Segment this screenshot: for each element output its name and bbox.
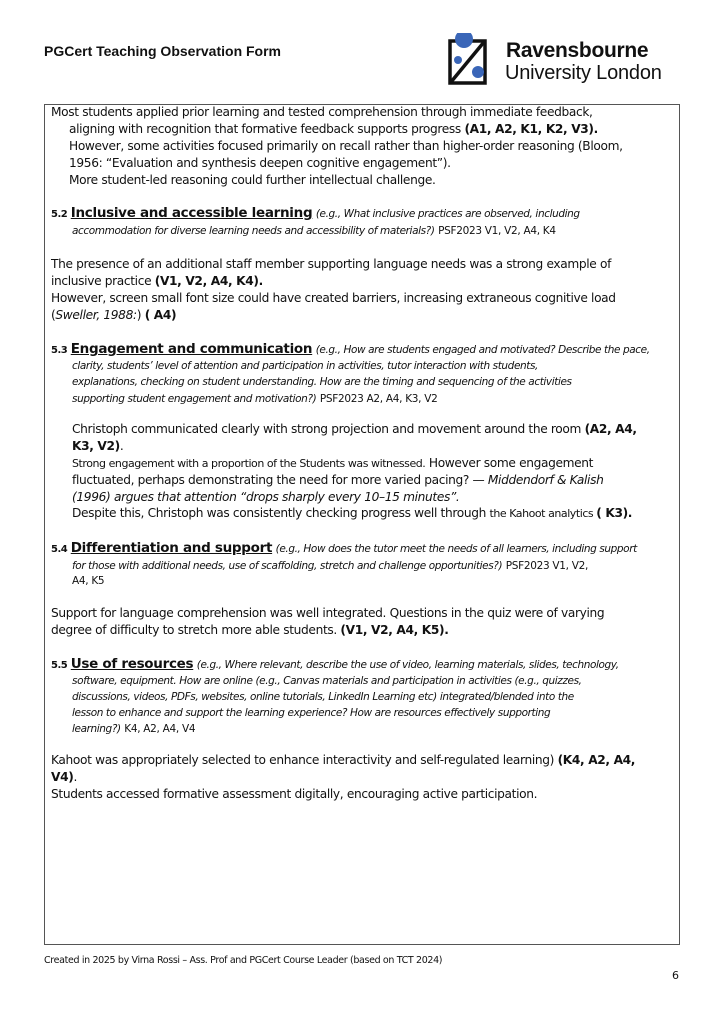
body-line	[72, 472, 603, 489]
intro-text: aligning with recognition that formative feedback supports progress	[69, 122, 465, 136]
body-line: The presence of an additional staff member supporting language needs was a strong example of	[51, 257, 612, 271]
section-prompt: (e.g., Where relevant, describe the use of video, learning materials, slides, technology,	[196, 659, 619, 671]
body-text: .	[119, 439, 124, 453]
intro-line: Most students applied prior learning and tested comprehension through immediate feedback,	[51, 105, 593, 119]
section-prompt: clarity, students’ level of attention and participation in activities, tutor interaction with students,	[72, 360, 538, 372]
ravensbourne-logo-icon	[448, 33, 498, 88]
body-line	[72, 505, 632, 522]
psf-codes: PSF2023 A2, A4, K3, V2	[319, 393, 438, 405]
section-prompt: learning?)	[72, 723, 121, 735]
citation: Middendorf & Kalish	[487, 473, 604, 487]
form-title: PGCert Teaching Observation Form	[44, 43, 282, 59]
intro-line	[69, 121, 598, 138]
section-title: Use of resources	[70, 656, 194, 672]
intro-line: 1956: “Evaluation and synthesis deepen cognitive engagement”).	[69, 156, 451, 170]
body-text: Christoph communicated clearly with strong projection and movement around the room	[72, 422, 585, 436]
body-text: degree of difficulty to stretch more able students.	[51, 623, 341, 637]
body-text: Strong engagement with a proportion of the Students was witnessed.	[72, 457, 426, 470]
intro-line: However, some activities focused primarily on recall rather than higher-order reasoning (Bloom,	[69, 139, 623, 153]
body-line	[51, 769, 77, 786]
body-text: fluctuated, perhaps demonstrating the need for more varied pacing? —	[72, 473, 488, 487]
psf-codes: PSF2023 V1, V2, A4, K4	[438, 225, 556, 237]
section-prompt: discussions, videos, PDFs, websites, online tutorials, LinkedIn Learning etc) integrated/blended into the	[72, 691, 574, 703]
section-heading	[51, 205, 580, 223]
university-logo	[448, 33, 678, 88]
psf-refs: (K4, A2, A4,	[557, 753, 636, 767]
body-text: )	[136, 308, 145, 322]
psf-refs: (A2, A4,	[584, 422, 637, 436]
section-prompt: explanations, checking on student understanding. How are the timing and sequencing of the activities	[72, 376, 572, 388]
psf-refs: ( A4)	[144, 308, 177, 322]
body-line: Support for language comprehension was well integrated. Questions in the quiz were of varying	[51, 606, 605, 620]
body-text: Kahoot was appropriately selected to enhance interactivity and self-regulated learning)	[51, 753, 558, 767]
page-number: 6	[672, 969, 679, 982]
citation: Sweller, 1988:	[55, 308, 137, 322]
footer-credit: Created in 2025 by Virna Rossi – Ass. Prof and PGCert Course Leader (based on TCT 2024)	[44, 955, 443, 966]
body-line	[51, 273, 263, 290]
section-title: Engagement and communication	[70, 341, 313, 357]
section-prompt-line	[72, 222, 556, 240]
section-prompt: (e.g., How are students engaged and motivated? Describe the pace,	[315, 344, 650, 356]
psf-codes: PSF2023 V1, V2,	[505, 560, 589, 572]
section-prompt: (e.g., What inclusive practices are observed, including	[315, 208, 580, 220]
section-number: 5.4	[51, 544, 68, 555]
section-prompt: supporting student engagement and motivation?)	[72, 393, 317, 405]
body-line	[72, 421, 637, 438]
body-text: (	[51, 308, 56, 322]
body-text: However some engagement	[425, 456, 594, 470]
psf-refs: (A1, A2, K1, K2, V3).	[464, 122, 598, 136]
body-line	[51, 752, 635, 769]
section-prompt: software, equipment. How are online (e.g., Canvas materials and participation in activities (e.g., quizzes,	[72, 675, 582, 687]
section-prompt: (e.g., How does the tutor meet the needs of all learners, including support	[275, 543, 637, 555]
body-line: Students accessed formative assessment digitally, encouraging active participation.	[51, 787, 538, 801]
citation: (1996) argues that attention “drops sharply every 10–15 minutes”.	[72, 490, 460, 504]
body-line	[51, 307, 176, 324]
section-prompt: for those with additional needs, use of scaffolding, stretch and challenge opportunities?)	[72, 560, 503, 572]
body-line	[51, 622, 449, 639]
body-line	[72, 455, 593, 472]
section-prompt-line	[72, 390, 438, 408]
psf-refs: (V1, V2, A4, K5).	[340, 623, 449, 637]
section-prompt-line	[72, 557, 588, 575]
body-text: .	[73, 770, 77, 784]
section-heading	[51, 656, 619, 674]
section-prompt: accommodation for diverse learning needs and accessibility of materials?)	[72, 225, 435, 237]
section-title: Differentiation and support	[70, 540, 273, 556]
section-heading	[51, 540, 637, 558]
body-text: Despite this, Christoph was consistently checking progress well through	[72, 506, 490, 520]
section-prompt: lesson to enhance and support the learning experience? How are resources effectively supporting	[72, 707, 551, 719]
section-title: Inclusive and accessible learning	[70, 205, 313, 221]
section-number: 5.3	[51, 345, 68, 356]
body-line	[72, 438, 123, 455]
intro-line: More student-led reasoning could further intellectual challenge.	[69, 173, 436, 187]
body-text: inclusive practice	[51, 274, 155, 288]
section-number: 5.5	[51, 660, 68, 671]
psf-refs: K3, V2)	[72, 439, 120, 453]
psf-refs: ( K3).	[596, 506, 633, 520]
logo-subtitle: University London	[505, 62, 662, 84]
body-text: the Kahoot analytics	[489, 507, 597, 520]
psf-codes: K4, A2, A4, V4	[124, 723, 196, 735]
psf-refs: (V1, V2, A4, K4).	[154, 274, 263, 288]
section-prompt-line	[72, 720, 195, 738]
psf-refs: V4)	[51, 770, 74, 784]
logo-name: Ravensbourne	[506, 39, 649, 62]
psf-codes: A4, K5	[72, 575, 105, 587]
section-number: 5.2	[51, 209, 68, 220]
body-line: However, screen small font size could have created barriers, increasing extraneous cognitive load	[51, 291, 616, 305]
section-heading	[51, 341, 650, 359]
